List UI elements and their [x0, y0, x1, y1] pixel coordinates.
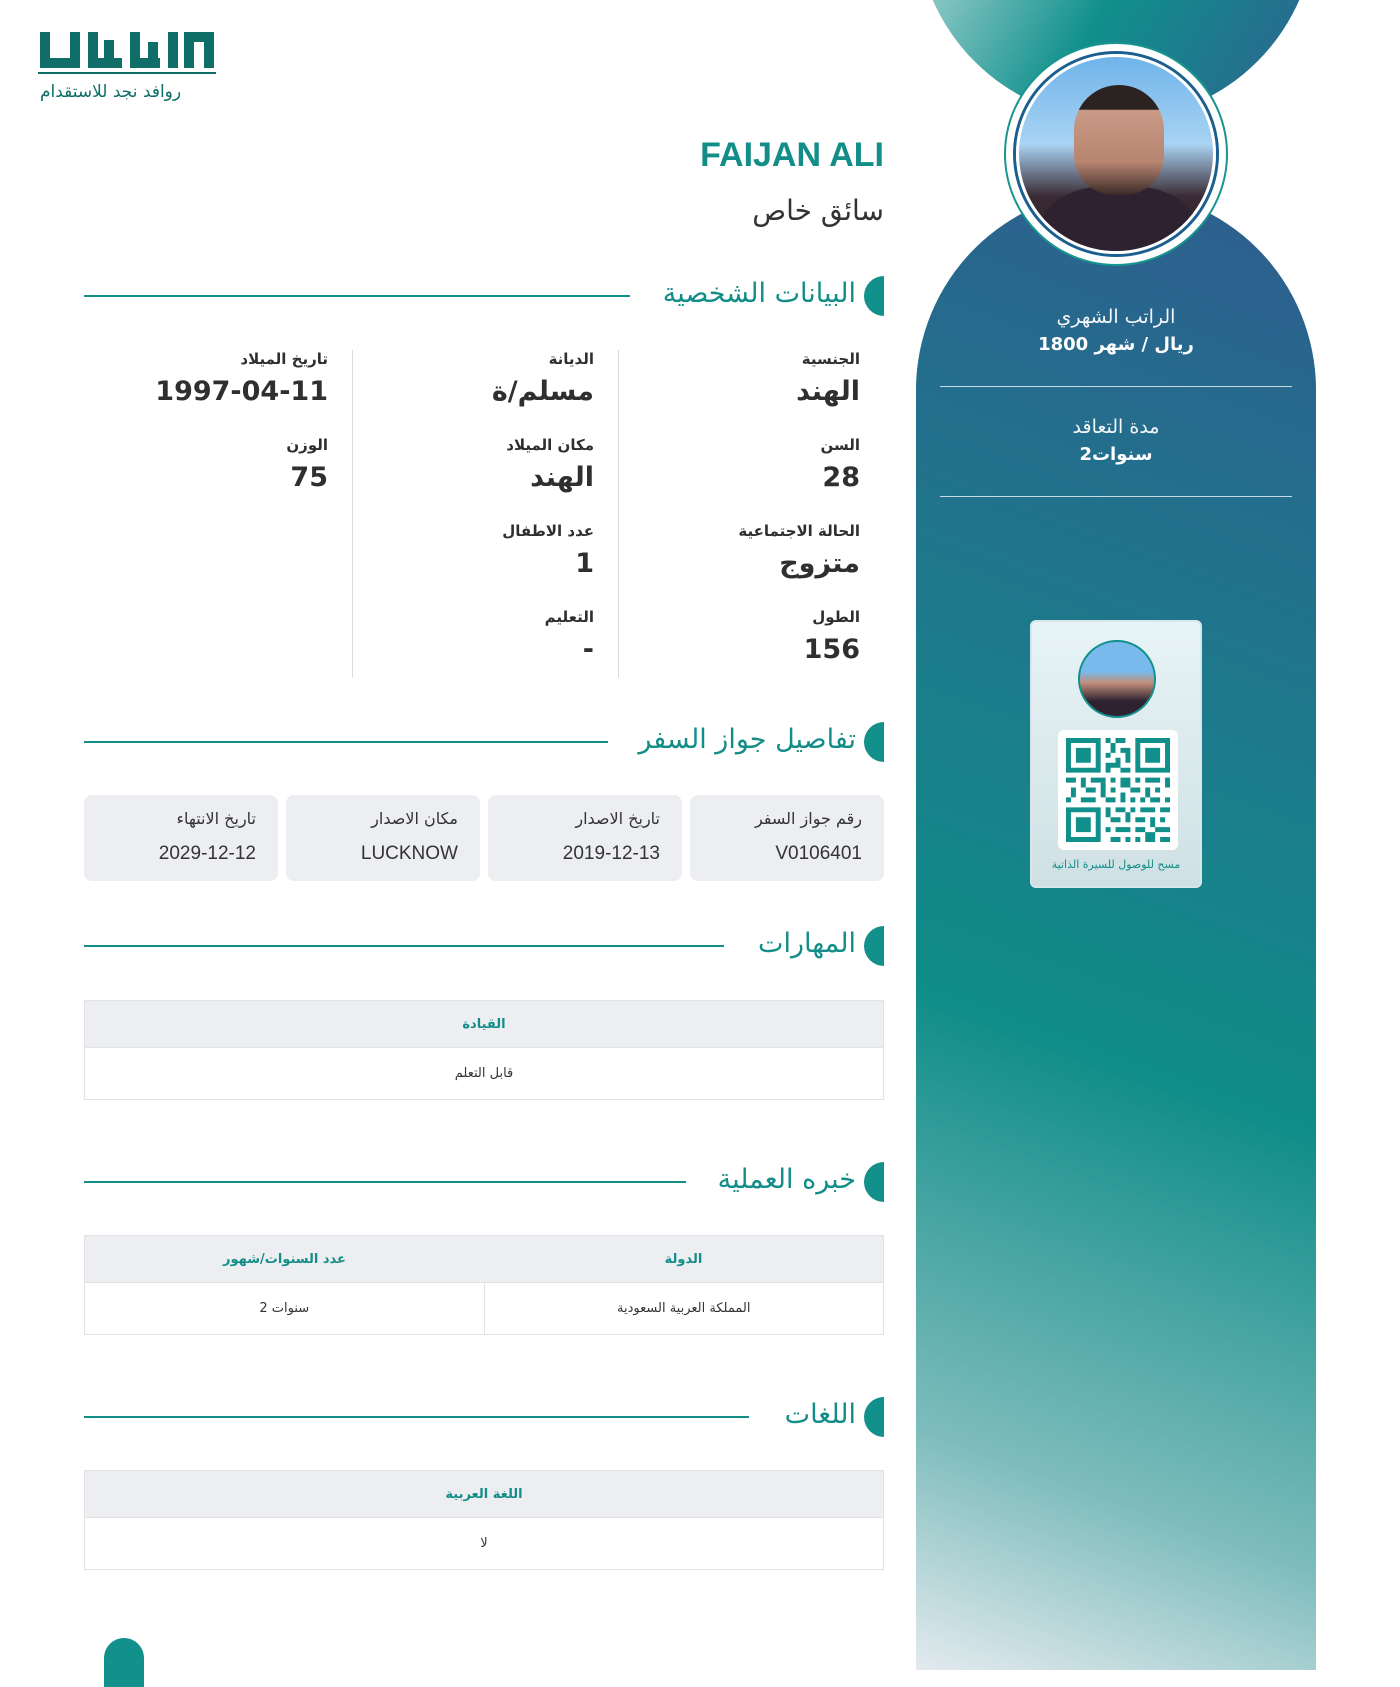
- table-header-cell: اللغة العربية: [445, 1486, 523, 1502]
- salary-label: الراتب الشهري: [1056, 306, 1176, 328]
- contract-label: مدة التعاقد: [1072, 416, 1160, 438]
- candidate-name: FAIJAN ALI: [700, 136, 884, 174]
- table-header-cell: القيادة: [462, 1016, 506, 1032]
- qr-caption: مسح للوصول للسيرة الذاتية: [1051, 858, 1181, 871]
- section-line: [84, 1416, 749, 1418]
- field-height: الطول 156: [803, 608, 860, 665]
- languages-table: [84, 1470, 884, 1570]
- passport-issue-date-box: تاريخ الاصدار 2019-12-13: [488, 795, 682, 881]
- section-marker: [864, 926, 884, 966]
- sidebar-divider: [940, 496, 1292, 497]
- profile-photo-frame: [1004, 42, 1228, 266]
- field-birth-date: تاريخ الميلاد 1997-04-11: [155, 350, 328, 407]
- section-personal: [84, 276, 884, 316]
- table-row: [85, 1517, 883, 1569]
- column-divider: [618, 350, 619, 678]
- passport-issue-place-box: مكان الاصدار LUCKNOW: [286, 795, 480, 881]
- field-nationality: الجنسية الهند: [796, 350, 860, 407]
- section-line: [84, 1181, 686, 1183]
- field-weight: الوزن 75: [286, 436, 328, 493]
- experience-table: [84, 1235, 884, 1335]
- section-passport: [84, 722, 884, 762]
- contract-value: 2سنوات: [1079, 444, 1153, 465]
- section-title: اللغات: [784, 1399, 856, 1430]
- profile-photo: [1016, 54, 1216, 254]
- column-divider: [352, 350, 353, 678]
- qr-card[interactable]: [1030, 620, 1202, 888]
- table-row: [85, 1047, 883, 1099]
- field-religion: الديانة مسلم/ة: [491, 350, 594, 407]
- section-marker: [864, 1397, 884, 1437]
- company-logo: [38, 28, 218, 106]
- logo-mark-icon: [38, 28, 216, 78]
- section-line: [84, 945, 724, 947]
- section-marker: [864, 722, 884, 762]
- field-age: السن 28: [820, 436, 860, 493]
- table-cell: 2 سنوات: [259, 1301, 310, 1316]
- qr-card-photo: [1078, 640, 1156, 718]
- passport-number-box: رقم جواز السفر V0106401: [690, 795, 884, 881]
- qr-code[interactable]: [1058, 730, 1178, 850]
- field-children: عدد الاطفال 1: [502, 522, 594, 579]
- job-title: سائق خاص: [752, 194, 884, 227]
- contract-block: [940, 416, 1292, 465]
- field-marital-status: الحالة الاجتماعية متزوج: [738, 522, 860, 579]
- table-header-cell: عدد السنوات/شهور: [223, 1251, 346, 1267]
- section-marker: [864, 276, 884, 316]
- section-languages: [84, 1397, 884, 1437]
- skills-table: [84, 1000, 884, 1100]
- sidebar: [916, 190, 1316, 1670]
- section-marker: [864, 1162, 884, 1202]
- table-header-cell: الدولة: [664, 1251, 703, 1267]
- table-header: [85, 1471, 883, 1517]
- section-skills: [84, 926, 884, 966]
- section-title: البيانات الشخصية: [662, 278, 856, 309]
- field-education: التعليم -: [544, 608, 594, 665]
- table-header: [85, 1001, 883, 1047]
- table-cell: لا: [480, 1536, 488, 1551]
- page-bottom-marker: [104, 1638, 144, 1687]
- table-row: [85, 1282, 883, 1334]
- qr-code-icon: [1066, 738, 1170, 842]
- section-title: المهارات: [758, 928, 856, 959]
- section-experience: [84, 1162, 884, 1202]
- passport-expiry-date-box: تاريخ الانتهاء 2029-12-12: [84, 795, 278, 881]
- table-cell: المملكة العربية السعودية: [484, 1283, 884, 1334]
- salary-value: 1800 ريال / شهر: [1038, 334, 1194, 355]
- table-cell: قابل التعلم: [454, 1066, 514, 1081]
- section-title: خبره العملية: [717, 1164, 856, 1195]
- section-line: [84, 295, 630, 297]
- logo-tagline: روافد نجد للاستقدام: [40, 82, 182, 102]
- table-header: [85, 1236, 883, 1282]
- sidebar-divider: [940, 386, 1292, 387]
- field-birth-place: مكان الميلاد الهند: [506, 436, 594, 493]
- section-line: [84, 741, 608, 743]
- section-title: تفاصيل جواز السفر: [638, 724, 856, 755]
- salary-block: [940, 306, 1292, 355]
